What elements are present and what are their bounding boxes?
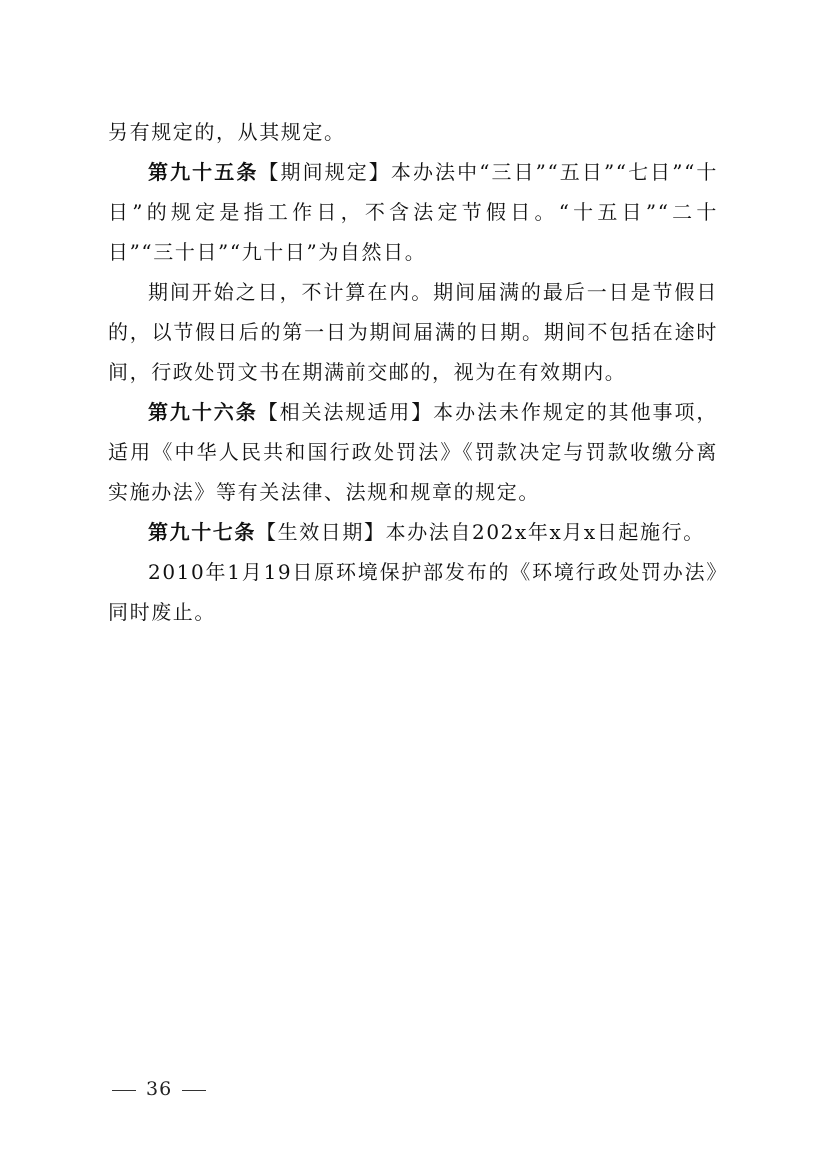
article-96 bbox=[108, 392, 718, 512]
article-heading: 第九十五条 bbox=[148, 160, 259, 184]
paragraph-period-rules bbox=[108, 272, 718, 392]
article-95 bbox=[108, 152, 718, 272]
article-97 bbox=[108, 512, 718, 552]
document-body bbox=[108, 112, 718, 632]
article-text: 【相关法规适用】本办法未作规定的其他事项，适用《中华人民共和国行政处罚法》《罚款决定与罚款收缴分离实施办法》等有关法律、法规和规章的规定。 bbox=[108, 400, 718, 504]
article-text: 【生效日期】本办法自202x年x月x日起施行。 bbox=[256, 520, 705, 544]
article-heading: 第九十七条 bbox=[148, 520, 256, 544]
footer-dash-right bbox=[182, 1090, 206, 1091]
footer-dash-left bbox=[112, 1090, 136, 1091]
page-footer bbox=[112, 1078, 216, 1100]
paragraph-text: 另有规定的，从其规定。 bbox=[108, 120, 346, 144]
paragraph-continuation bbox=[108, 112, 718, 152]
article-text: 【期间规定】本办法中“三日”“五日”“七日”“十日”的规定是指工作日，不含法定节假日。“十五日”“二十日”“三十日”“九十日”为自然日。 bbox=[108, 160, 718, 264]
paragraph-repeal bbox=[108, 552, 718, 632]
article-heading: 第九十六条 bbox=[148, 400, 258, 424]
paragraph-text: 期间开始之日，不计算在内。期间届满的最后一日是节假日的，以节假日后的第一日为期间届满的日期。期间不包括在途时间，行政处罚文书在期满前交邮的，视为在有效期内。 bbox=[108, 280, 718, 384]
paragraph-text: 2010年1月19日原环境保护部发布的《环境行政处罚办法》同时废止。 bbox=[108, 560, 718, 624]
page-number: 36 bbox=[146, 1078, 173, 1100]
